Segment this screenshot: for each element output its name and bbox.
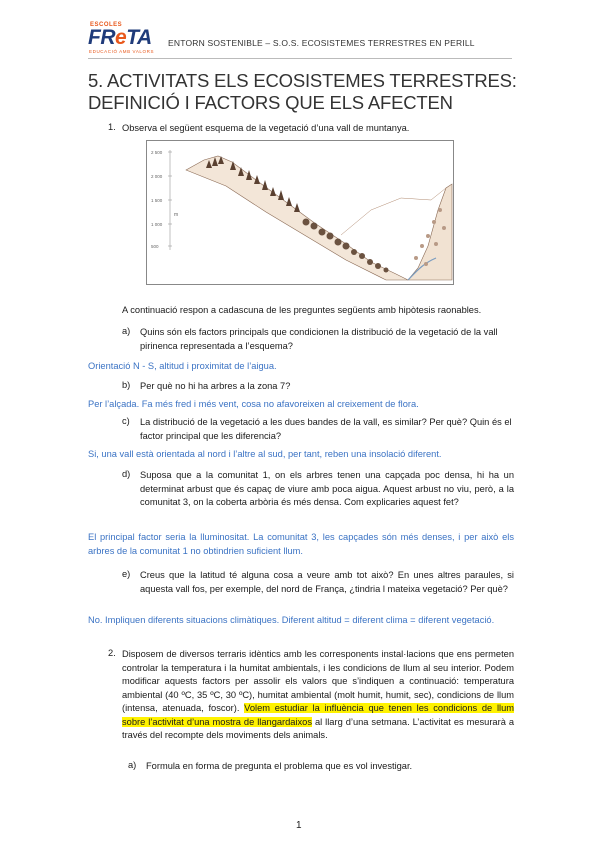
school-logo — [88, 22, 160, 52]
section-title: 5. ACTIVITATS ELS ECOSISTEMES TERRESTRES: DEFINICIÓ I FACTORS QUE ELS AFECTEN — [88, 70, 517, 113]
q1d-text: Suposa que a la comunitat 1, on els arbres tenen una capçada poc densa, hi ha un determinat arbust que és capaç de viure amb poca aigua. Aquest arbust no viu, però, a la comunitat 3, on la coberta arbòria és més densa. Com explicaries aquest fet? — [140, 470, 514, 507]
q1c-label: c) — [122, 416, 130, 426]
logo-main-text: FReTA — [88, 26, 152, 49]
q1d-answer: El principal factor seria la lluminositat. La comunitat 3, les capçades són més denses, i per això els arbres de la comunitat 1 no obtindrien suficient llum. — [88, 532, 514, 556]
page-number: 1 — [296, 820, 302, 831]
header-title: ENTORN SOSTENIBLE – S.O.S. ECOSISTEMES TERRESTRES EN PERILL — [168, 38, 475, 48]
q1e-answer: No. Impliquen diferents situacions climàtiques. Diferent altitud = diferent clima = diferent vegetació. — [88, 615, 495, 625]
q1a-text: Quins són els factors principals que condicionen la distribució de la vegetació de la vall pirinenca representada a l’esquema? — [140, 327, 498, 351]
alt-label: 500 — [151, 244, 159, 249]
q1e-text: Creus que la latitud té alguna cosa a veure amb tot això? En unes altres paraules, si aquesta vall fos, per exemple, del nord de França, ¿tindria l mateixa vegetació? Per què? — [140, 570, 514, 594]
q1a-answer: Orientació N - S, altitud i proximitat de l’aigua. — [88, 361, 277, 371]
valley-vegetation-figure — [146, 140, 454, 285]
q2-text: Disposem de diversos terraris idèntics amb les corresponents instal·lacions que ens permeten controlar la temperatura i la humitat ambientals, i les condicions de llum al seu interior. Podem modificar aquests factors per assolir els valors que s’indiquen a continuació: temperatura ambiental (40 ºC, 35 ºC, 30 ºC), humitat ambiental (molt humit, humit, sec), condicions de llum (intensa, atenuada, foscor). Volem estudiar la influència que tenen les condicions de llum sobre l’activitat d’una mostra de llangardaixos al llarg d’una setmana. L’activitat es mesurarà a través del recompte dels moviments dels animals. — [122, 649, 515, 740]
q1c-text: La distribució de la vegetació a les dues bandes de la vall, es similar? Per què? Quin és el factor principal que les diferencia? — [140, 417, 512, 441]
q1-intro: A continuació respon a cadascuna de les preguntes següents amb hipòtesis raonables. — [122, 305, 482, 315]
logo-top-text: ESCOLES — [90, 22, 123, 28]
valley-diagram — [146, 140, 454, 285]
alt-label: 1 500 — [151, 198, 163, 203]
q2-number: 2. — [108, 648, 116, 658]
q1b-text: Per què no hi ha arbres a la zona 7? — [140, 381, 291, 391]
q1a-label: a) — [122, 326, 131, 336]
alt-label: 2 000 — [151, 174, 163, 179]
q2-highlight: Volem estudiar la influència que tenen les condicions de llum sobre l’activitat d’una mostra de llangardaixos — [122, 703, 514, 727]
q1-text: Observa el següent esquema de la vegetació d’una vall de muntanya. — [122, 123, 410, 133]
alt-label: 2 500 — [151, 150, 163, 155]
q1c-answer: Si, una vall està orientada al nord i l’altre al sud, per tant, reben una insolació diferent. — [88, 449, 442, 459]
q1d-label: d) — [122, 469, 131, 479]
q1-number: 1. — [108, 122, 116, 132]
q1b-answer: Per l’alçada. Fa més fred i més vent, cosa no afavoreixen al creixement de flora. — [88, 399, 419, 409]
q1e-label: e) — [122, 569, 131, 579]
header-divider — [88, 58, 512, 59]
q1b-label: b) — [122, 380, 131, 390]
axis-unit-label: m — [174, 212, 179, 218]
alt-label: 1 000 — [151, 222, 163, 227]
q2a-text: Formula en forma de pregunta el problema que es vol investigar. — [146, 761, 413, 771]
q2a-label: a) — [128, 760, 137, 770]
logo-sub-text: EDUCACIÓ AMB VALORS — [89, 49, 155, 54]
